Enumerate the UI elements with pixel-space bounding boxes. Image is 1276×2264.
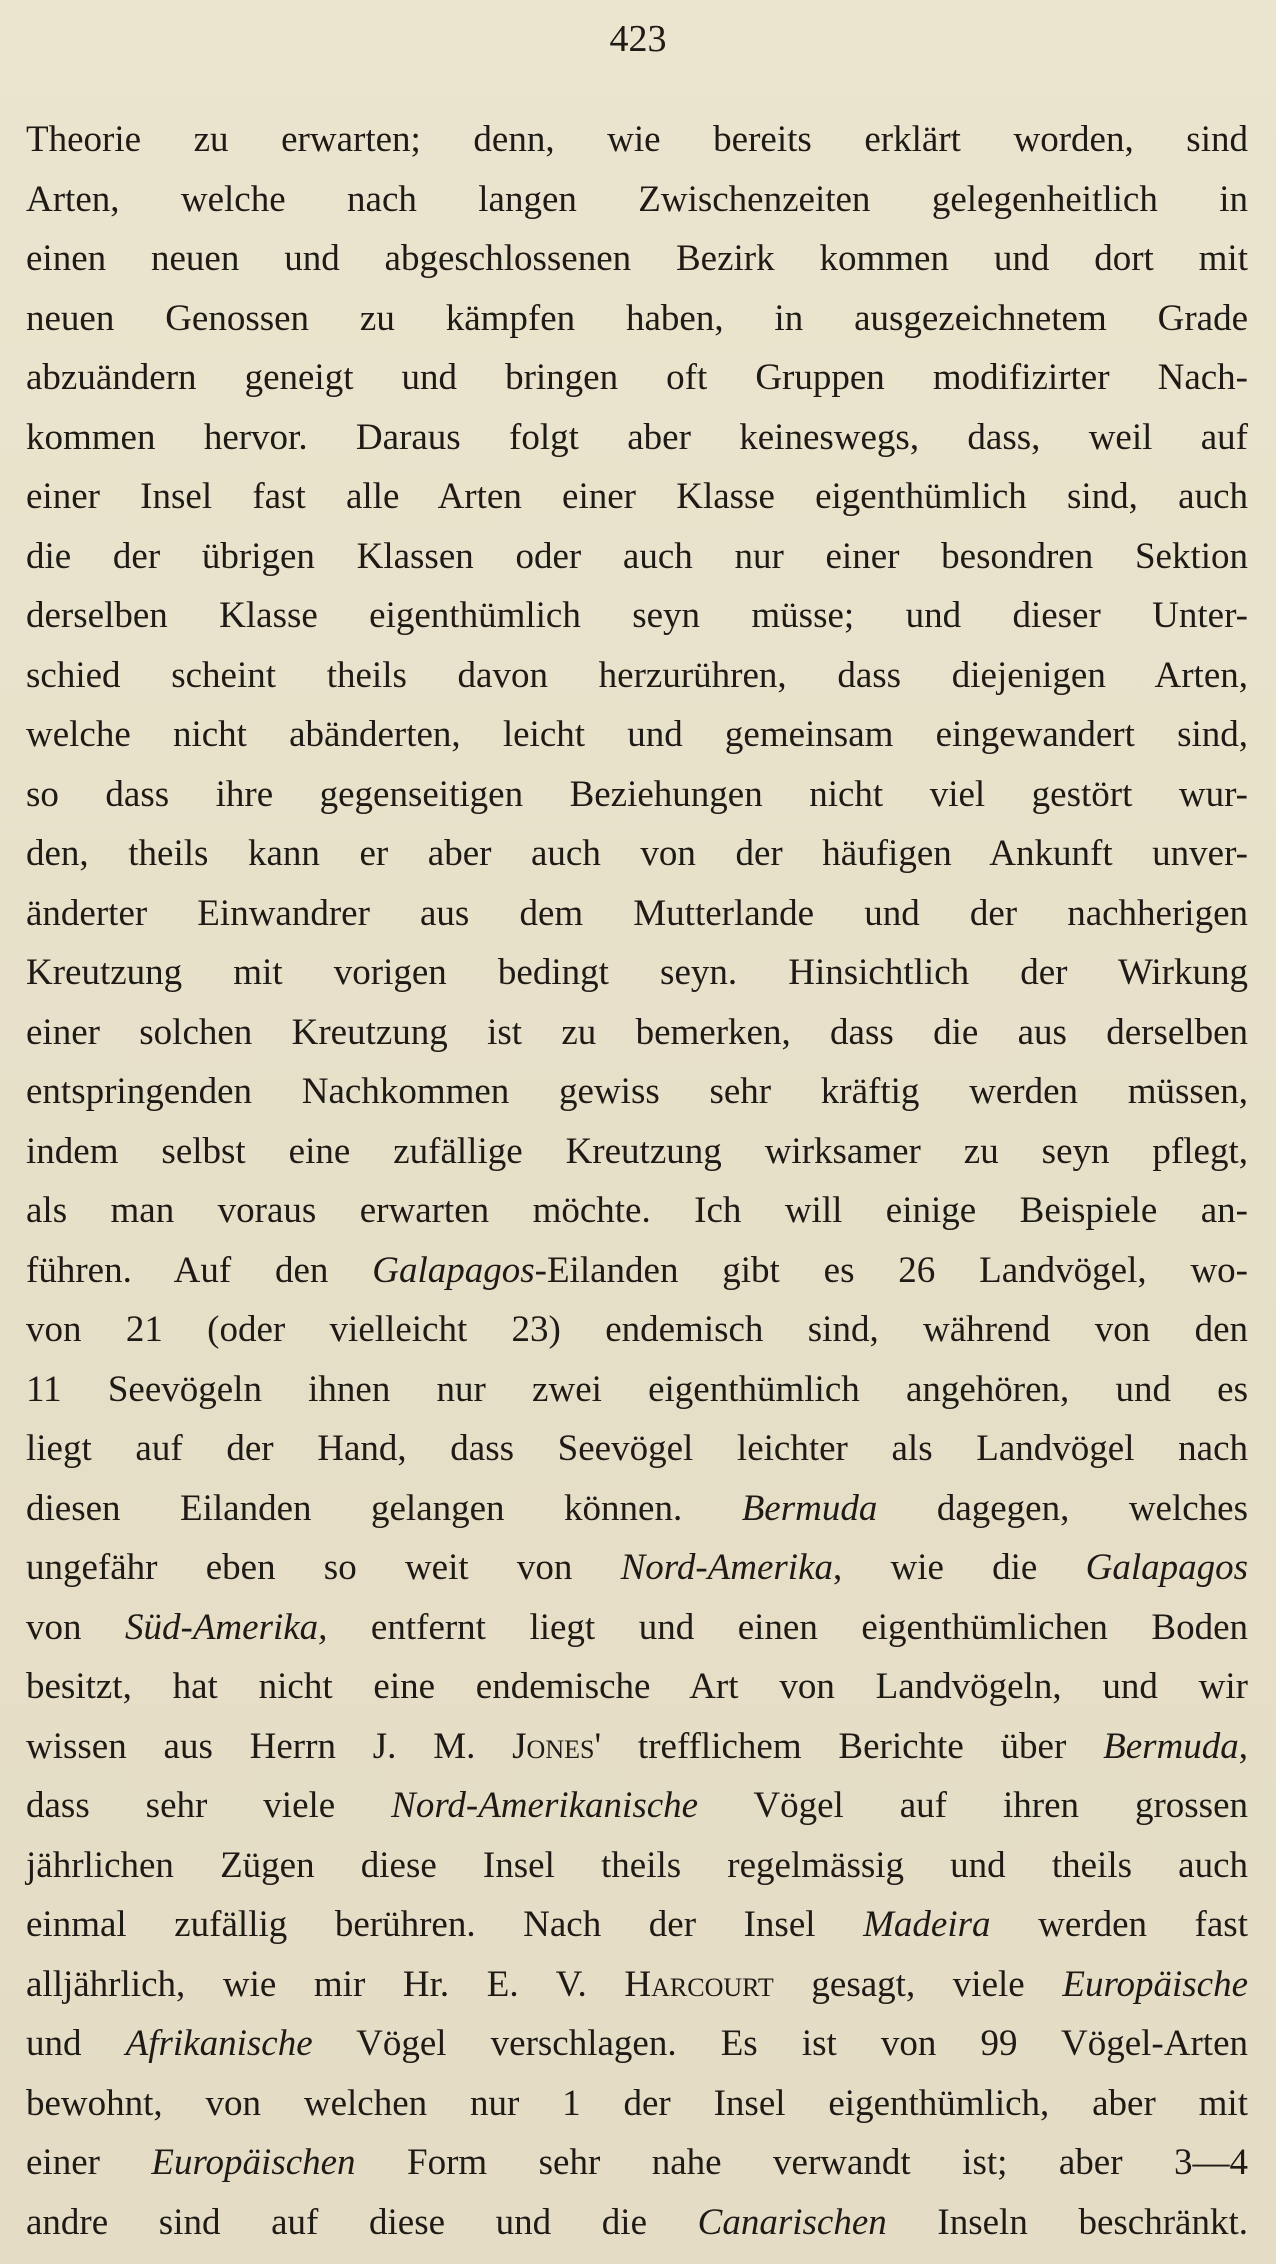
text-segment: welche nicht abänderten, leicht und gemeinsam eingewandert sind, [26,714,1248,755]
text-segment: Vögel auf ihren grossen [698,1785,1248,1826]
text-segment: änderter Einwandrer aus dem Mutterlande und der nachherigen [26,892,1248,934]
text-segment: führen. Auf den [26,1249,373,1291]
text-line [26,1300,1248,1360]
text-line [26,170,1248,230]
text-segment: neuen Genossen zu kämpfen haben, in ausgezeichnetem Grade [26,297,1248,339]
page-number: 423 [609,18,667,60]
text-line [26,229,1248,289]
italic-text-segment: Europäische [1062,1963,1248,2005]
text-segment: ungefähr eben so weit von [26,1547,621,1588]
text-segment: besitzt, hat nicht eine endemische Art von Landvögeln, und wir [26,1666,1248,1707]
text-line [26,1181,1248,1241]
text-segment: jährlichen Zügen diese Insel theils regelmässig und theils auch [26,1844,1248,1886]
text-line [26,586,1248,646]
italic-text-segment: Süd-Amerika, [125,1606,328,1648]
text-segment: einer solchen Kreutzung ist zu bemerken, dass die aus derselben [26,1011,1248,1053]
text-segment: schied scheint theils davon herzurühren, dass diejenigen Arten, [26,654,1248,696]
text-segment: Vögel verschlagen. Es ist von 99 Vögel-Arten [312,2023,1248,2064]
text-segment: Inseln beschränkt. [886,2201,1248,2243]
text-line [26,1241,1248,1301]
text-segment: diesen Eilanden gelangen können. [26,1487,742,1529]
text-line [26,1657,1248,1717]
text-line [26,1895,1248,1955]
text-segment: dagegen, welches [877,1487,1248,1529]
text-segment: -Eilanden gibt es 26 Landvögel, wo- [534,1249,1248,1291]
body-text [26,110,1248,2252]
text-segment: ' trefflichem Berichte über [594,1725,1104,1767]
text-segment: indem selbst eine zufällige Kreutzung wirksamer zu seyn pflegt, [26,1130,1248,1172]
text-segment: dass sehr viele [26,1785,392,1826]
text-line [26,1776,1248,1836]
italic-text-segment: Madeira [863,1904,991,1945]
text-line [26,527,1248,587]
text-line [26,289,1248,349]
text-segment: andre sind auf diese und die [26,2201,698,2243]
text-segment: als man voraus erwarten möchte. Ich will einige Beispiele an- [26,1190,1248,1231]
text-segment: Theorie zu erwarten; denn, wie bereits erklärt worden, sind [26,119,1248,160]
text-segment: gesagt, viele [773,1963,1063,2005]
italic-text-segment: Afrikanische [125,2023,313,2064]
italic-text-segment: Nord-Amerikanische [391,1785,699,1826]
text-segment: den, theils kann er aber auch von der häufigen Ankunft unver- [26,833,1248,874]
text-line [26,1360,1248,1420]
text-segment: wissen aus Herrn J. M. [26,1725,513,1767]
text-line [26,1122,1248,1182]
italic-text-segment: Galapagos [372,1249,535,1291]
text-line [26,2133,1248,2193]
text-segment: Kreutzung mit vorigen bedingt seyn. Hinsichtlich der Wirkung [26,952,1248,993]
text-segment: so dass ihre gegenseitigen Beziehungen nicht viel gestört wur- [26,773,1248,815]
small-caps-name: Harcourt [624,1963,774,2005]
text-segment: , [1238,1725,1249,1767]
text-segment: abzuändern geneigt und bringen oft Gruppen modifizirter Nach- [26,357,1248,398]
italic-text-segment: Galapagos [1085,1547,1248,1588]
text-line [26,884,1248,944]
text-segment: , wie die [833,1547,1086,1588]
text-segment: alljährlich, wie mir Hr. E. V. [26,1963,625,2005]
text-segment: entfernt liegt und einen eigenthümlichen Boden [327,1606,1249,1648]
text-line [26,1598,1248,1658]
text-line [26,2193,1248,2253]
text-line [26,943,1248,1003]
text-line [26,348,1248,408]
text-line [26,110,1248,170]
text-line [26,1419,1248,1479]
text-line [26,1955,1248,2015]
italic-text-segment: Bermuda [741,1487,878,1529]
text-segment: von [26,1606,125,1648]
italic-text-segment: Europäischen [151,2142,356,2183]
italic-text-segment: Canarischen [697,2201,887,2243]
text-line [26,1479,1248,1539]
text-segment: werden fast [990,1904,1248,1945]
text-line [26,1538,1248,1598]
text-segment: entspringenden Nachkommen gewiss sehr kräftig werden müssen, [26,1071,1248,1112]
text-segment: bewohnt, von welchen nur 1 der Insel eigenthümlich, aber mit [26,2082,1248,2124]
text-segment: die der übrigen Klassen oder auch nur einer besondren Sektion [26,535,1248,577]
text-line [26,2014,1248,2074]
text-segment: Arten, welche nach langen Zwischenzeiten gelegenheitlich in [26,178,1248,220]
text-line [26,1717,1248,1777]
text-segment: derselben Klasse eigenthümlich seyn müsse; und dieser Unter- [26,595,1248,636]
text-segment: kommen hervor. Daraus folgt aber keineswegs, dass, weil auf [26,416,1248,458]
text-line [26,1003,1248,1063]
text-line [26,646,1248,706]
italic-text-segment: Nord-Amerika [620,1547,833,1588]
small-caps-name: Jones [512,1725,595,1767]
text-line [26,467,1248,527]
text-segment: Form sehr nahe verwandt ist; aber 3—4 [355,2142,1248,2183]
text-segment: einer Insel fast alle Arten einer Klasse eigenthümlich sind, auch [26,476,1248,517]
text-segment: 11 Seevögeln ihnen nur zwei eigenthümlich angehören, und es [26,1368,1248,1410]
text-segment: und [26,2023,126,2064]
text-segment: einer [26,2142,152,2183]
text-line [26,824,1248,884]
text-segment: einen neuen und abgeschlossenen Bezirk kommen und dort mit [26,238,1248,279]
text-line [26,1062,1248,1122]
text-line [26,1836,1248,1896]
text-line [26,765,1248,825]
text-segment: von 21 (oder vielleicht 23) endemisch sind, während von den [26,1309,1248,1350]
text-line [26,408,1248,468]
text-line [26,705,1248,765]
text-line [26,2074,1248,2134]
italic-text-segment: Bermuda [1103,1725,1239,1767]
text-segment: einmal zufällig berühren. Nach der Insel [26,1904,864,1945]
text-segment: liegt auf der Hand, dass Seevögel leichter als Landvögel nach [26,1428,1248,1469]
